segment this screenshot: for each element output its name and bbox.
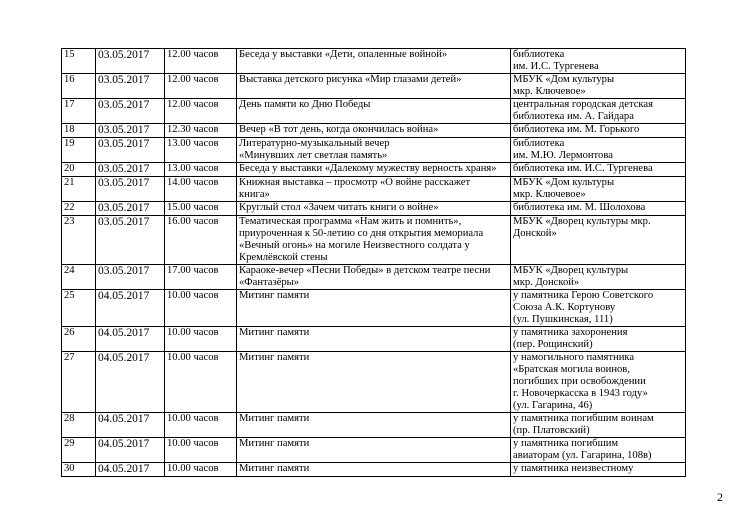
place-cell <box>511 290 686 327</box>
date-cell-text: 03.05.2017 <box>98 138 150 150</box>
date-cell <box>96 352 165 413</box>
event-cell <box>237 413 511 438</box>
place-cell-line: библиотека им. М. Шолохова <box>513 202 646 213</box>
event-cell <box>237 163 511 177</box>
place-cell <box>511 327 686 352</box>
time-cell-text: 17.00 часов <box>167 265 219 276</box>
row-number-cell <box>62 74 96 99</box>
event-cell-line: Митинг памяти <box>239 413 310 424</box>
place-cell-line: библиотека <box>513 138 565 149</box>
place-cell <box>511 216 686 265</box>
event-cell-line: Беседа у выставки «Дети, опаленные войной» <box>239 49 448 60</box>
date-cell <box>96 463 165 477</box>
table-row <box>62 202 686 216</box>
time-cell-text: 10.00 часов <box>167 352 219 363</box>
date-cell-text: 03.05.2017 <box>98 216 150 228</box>
place-cell-line: у памятника погибшим <box>513 438 619 449</box>
place-cell <box>511 124 686 138</box>
row-number-cell <box>62 163 96 177</box>
date-cell <box>96 124 165 138</box>
time-cell <box>165 177 237 202</box>
row-number-cell-text: 27 <box>64 352 75 363</box>
row-number-cell-text: 22 <box>64 202 75 213</box>
row-number-cell <box>62 124 96 138</box>
time-cell-text: 12.00 часов <box>167 74 219 85</box>
time-cell-text: 14.00 часов <box>167 177 219 188</box>
time-cell <box>165 438 237 463</box>
event-cell-line: Митинг памяти <box>239 463 310 474</box>
event-cell <box>237 265 511 290</box>
time-cell <box>165 49 237 74</box>
time-cell <box>165 202 237 216</box>
date-cell <box>96 99 165 124</box>
date-cell <box>96 177 165 202</box>
date-cell-text: 03.05.2017 <box>98 124 150 136</box>
event-cell-line: Митинг памяти <box>239 352 310 363</box>
place-cell-line: библиотека им. М. Горького <box>513 124 640 135</box>
row-number-cell <box>62 49 96 74</box>
event-cell <box>237 438 511 463</box>
date-cell <box>96 413 165 438</box>
table-row <box>62 124 686 138</box>
place-cell-line: погибших при освобождении <box>513 376 646 387</box>
event-cell <box>237 463 511 477</box>
event-cell-line: Караоке-вечер «Песни Победы» в детском театре песни <box>239 265 491 276</box>
row-number-cell-text: 16 <box>64 74 75 85</box>
event-cell <box>237 124 511 138</box>
time-cell <box>165 138 237 163</box>
place-cell-line: библиотека им. И.С. Тургенева <box>513 163 653 174</box>
row-number-cell-text: 26 <box>64 327 75 338</box>
date-cell <box>96 265 165 290</box>
date-cell <box>96 138 165 163</box>
time-cell-text: 15.00 часов <box>167 202 219 213</box>
time-cell <box>165 352 237 413</box>
date-cell-text: 04.05.2017 <box>98 327 150 339</box>
place-cell <box>511 438 686 463</box>
row-number-cell-text: 18 <box>64 124 75 135</box>
event-cell <box>237 99 511 124</box>
date-cell-text: 04.05.2017 <box>98 413 150 425</box>
row-number-cell <box>62 99 96 124</box>
date-cell <box>96 49 165 74</box>
place-cell-line: Союза А.К. Кортунову <box>513 302 616 313</box>
place-cell <box>511 352 686 413</box>
event-cell <box>237 177 511 202</box>
table-row <box>62 327 686 352</box>
place-cell <box>511 177 686 202</box>
event-cell-line: «Фантазёры» <box>239 277 300 288</box>
event-cell-line: Выставка детского рисунка «Мир глазами детей» <box>239 74 462 85</box>
time-cell <box>165 216 237 265</box>
time-cell <box>165 163 237 177</box>
event-cell-line: Вечер «В тот день, когда окончилась война» <box>239 124 439 135</box>
event-cell-line: День памяти ко Дню Победы <box>239 99 371 110</box>
time-cell-text: 13.00 часов <box>167 163 219 174</box>
date-cell-text: 04.05.2017 <box>98 352 150 364</box>
row-number-cell <box>62 216 96 265</box>
event-cell-line: «Минувших лет светлая память» <box>239 150 388 161</box>
event-cell-line: приуроченная к 50-летию со дня открытия мемориала <box>239 228 484 239</box>
date-cell-text: 03.05.2017 <box>98 49 150 61</box>
place-cell-line: МБУК «Дом культуры <box>513 177 615 188</box>
place-cell <box>511 265 686 290</box>
date-cell <box>96 202 165 216</box>
time-cell <box>165 74 237 99</box>
event-cell-line: Беседа у выставки «Далекому мужеству верность храня» <box>239 163 497 174</box>
row-number-cell <box>62 327 96 352</box>
event-cell-line: Книжная выставка – просмотр «О войне расскажет <box>239 177 471 188</box>
place-cell <box>511 463 686 477</box>
time-cell-text: 13.00 часов <box>167 138 219 149</box>
place-cell-line: центральная городская детская <box>513 99 653 110</box>
time-cell <box>165 290 237 327</box>
row-number-cell-text: 24 <box>64 265 75 276</box>
place-cell <box>511 99 686 124</box>
date-cell <box>96 290 165 327</box>
place-cell-line: у памятника неизвестному <box>513 463 634 474</box>
place-cell-line: авиаторам (ул. Гагарина, 108в) <box>513 450 652 461</box>
time-cell-text: 10.00 часов <box>167 290 219 301</box>
place-cell-line: мкр. Донской» <box>513 277 580 288</box>
table-row <box>62 438 686 463</box>
place-cell-line: «Братская могила воинов, <box>513 364 630 375</box>
time-cell-text: 12.00 часов <box>167 99 219 110</box>
time-cell-text: 12.30 часов <box>167 124 219 135</box>
event-cell <box>237 49 511 74</box>
place-cell <box>511 74 686 99</box>
table-row <box>62 290 686 327</box>
row-number-cell-text: 20 <box>64 163 75 174</box>
place-cell <box>511 163 686 177</box>
table-row <box>62 99 686 124</box>
place-cell-line: МБУК «Дворец культуры <box>513 265 629 276</box>
row-number-cell-text: 29 <box>64 438 75 449</box>
time-cell-text: 16.00 часов <box>167 216 219 227</box>
row-number-cell-text: 30 <box>64 463 75 474</box>
place-cell-line: Донской» <box>513 228 557 239</box>
row-number-cell <box>62 413 96 438</box>
event-cell-line: «Вечный огонь» на могиле Неизвестного солдата у <box>239 240 470 251</box>
row-number-cell <box>62 352 96 413</box>
date-cell-text: 03.05.2017 <box>98 99 150 111</box>
row-number-cell <box>62 438 96 463</box>
row-number-cell <box>62 177 96 202</box>
event-cell <box>237 352 511 413</box>
event-cell-line: Митинг памяти <box>239 438 310 449</box>
row-number-cell-text: 21 <box>64 177 75 188</box>
event-cell <box>237 216 511 265</box>
time-cell <box>165 265 237 290</box>
place-cell <box>511 138 686 163</box>
event-cell <box>237 202 511 216</box>
place-cell-line: им. И.С. Тургенева <box>513 61 599 72</box>
place-cell-line: им. М.Ю. Лермонтова <box>513 150 613 161</box>
date-cell-text: 03.05.2017 <box>98 265 150 277</box>
event-cell-line: Митинг памяти <box>239 290 310 301</box>
place-cell <box>511 413 686 438</box>
time-cell-text: 10.00 часов <box>167 327 219 338</box>
place-cell-line: мкр. Ключевое» <box>513 86 586 97</box>
place-cell-line: у намогильного памятника <box>513 352 635 363</box>
row-number-cell-text: 23 <box>64 216 75 227</box>
table-row <box>62 216 686 265</box>
event-cell <box>237 138 511 163</box>
place-cell-line: (пер. Рощинский) <box>513 339 593 350</box>
schedule-table-body <box>62 49 686 477</box>
schedule-table <box>61 48 686 477</box>
place-cell-line: мкр. Ключевое» <box>513 189 586 200</box>
table-row <box>62 74 686 99</box>
place-cell-line: библиотека <box>513 49 565 60</box>
date-cell <box>96 327 165 352</box>
place-cell <box>511 49 686 74</box>
event-cell <box>237 327 511 352</box>
place-cell-line: у памятника погибшим воинам <box>513 413 654 424</box>
place-cell-line: МБУК «Дом культуры <box>513 74 615 85</box>
place-cell-line: г. Новочеркасска в 1943 году» <box>513 388 648 399</box>
row-number-cell <box>62 290 96 327</box>
place-cell-line: (ул. Пушкинская, 111) <box>513 314 613 325</box>
event-cell-line: Кремлёвской стены <box>239 252 328 263</box>
place-cell-line: МБУК «Дворец культуры мкр. <box>513 216 651 227</box>
time-cell <box>165 413 237 438</box>
event-cell <box>237 74 511 99</box>
time-cell <box>165 124 237 138</box>
date-cell-text: 04.05.2017 <box>98 438 150 450</box>
time-cell-text: 12.00 часов <box>167 49 219 60</box>
place-cell-line: (ул. Гагарина, 46) <box>513 400 593 411</box>
date-cell-text: 03.05.2017 <box>98 74 150 86</box>
event-cell-line: книга» <box>239 189 270 200</box>
date-cell <box>96 74 165 99</box>
table-row <box>62 163 686 177</box>
row-number-cell <box>62 202 96 216</box>
time-cell-text: 10.00 часов <box>167 438 219 449</box>
table-row <box>62 138 686 163</box>
time-cell <box>165 463 237 477</box>
place-cell-line: у памятника захоронения <box>513 327 628 338</box>
date-cell <box>96 216 165 265</box>
event-cell-line: Литературно-музыкальный вечер <box>239 138 390 149</box>
place-cell <box>511 202 686 216</box>
event-cell-line: Круглый стол «Зачем читать книги о войне» <box>239 202 439 213</box>
table-row <box>62 177 686 202</box>
event-cell-line: Тематическая программа «Нам жить и помнить», <box>239 216 462 227</box>
table-row <box>62 49 686 74</box>
time-cell-text: 10.00 часов <box>167 413 219 424</box>
date-cell-text: 04.05.2017 <box>98 463 150 475</box>
row-number-cell-text: 25 <box>64 290 75 301</box>
date-cell <box>96 438 165 463</box>
place-cell-line: библиотека им. А. Гайдара <box>513 111 634 122</box>
table-row <box>62 413 686 438</box>
table-row <box>62 265 686 290</box>
row-number-cell <box>62 463 96 477</box>
time-cell-text: 10.00 часов <box>167 463 219 474</box>
time-cell <box>165 327 237 352</box>
table-row <box>62 352 686 413</box>
page-number: 2 <box>717 490 723 504</box>
time-cell <box>165 99 237 124</box>
row-number-cell <box>62 138 96 163</box>
date-cell-text: 03.05.2017 <box>98 202 150 214</box>
date-cell-text: 03.05.2017 <box>98 163 150 175</box>
place-cell-line: у памятника Герою Советского <box>513 290 654 301</box>
row-number-cell-text: 15 <box>64 49 75 60</box>
row-number-cell <box>62 265 96 290</box>
table-row <box>62 463 686 477</box>
row-number-cell-text: 17 <box>64 99 75 110</box>
date-cell <box>96 163 165 177</box>
place-cell-line: (пр. Платовский) <box>513 425 590 436</box>
date-cell-text: 04.05.2017 <box>98 290 150 302</box>
date-cell-text: 03.05.2017 <box>98 177 150 189</box>
row-number-cell-text: 28 <box>64 413 75 424</box>
event-cell-line: Митинг памяти <box>239 327 310 338</box>
row-number-cell-text: 19 <box>64 138 75 149</box>
event-cell <box>237 290 511 327</box>
